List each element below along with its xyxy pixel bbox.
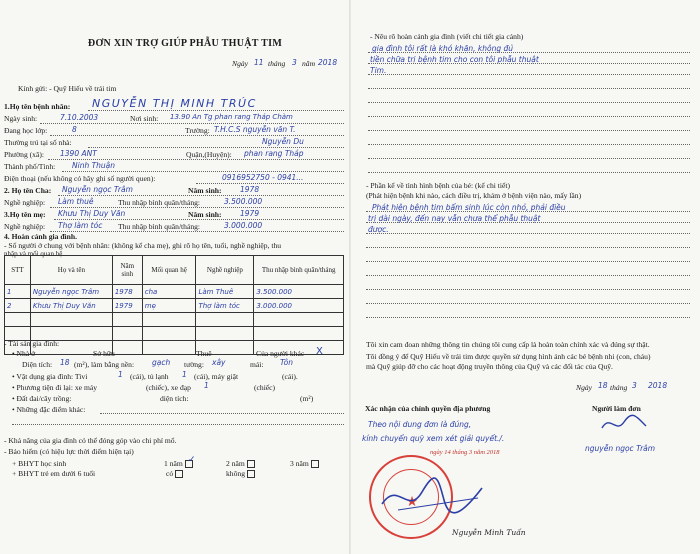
table-cell: mẹ [142, 299, 196, 313]
rented-option: Thuê [196, 349, 212, 358]
recipient: Kính gửi: - Quỹ Hiếu về trái tim [18, 84, 117, 93]
family-heading: 4. Hoàn cảnh gia đình. [4, 232, 78, 241]
table-row [5, 299, 344, 313]
transport-label: • Phương tiện đi lại: xe máy [12, 383, 98, 392]
illness-line3: được. [368, 225, 389, 234]
circumstances-label: - Nêu rõ hoàn cảnh gia đình (viết chi tiết gia cảnh) [370, 32, 524, 41]
ward-label: Phường (xã): [4, 150, 44, 159]
land-label: • Đất đai/cây trồng: [12, 394, 72, 403]
washer-label: (cái), máy giặt [194, 372, 239, 381]
phone: 0916952750 - 0941... [222, 173, 304, 182]
illness-label: - Phần kể về tình hình bệnh của bé: (kể chi tiết) [366, 181, 511, 190]
items-end: (cái). [282, 372, 298, 381]
date-bottom-month-label: tháng [610, 383, 628, 392]
transport-end: (chiếc) [254, 383, 276, 392]
tv-count: 1 [118, 370, 123, 379]
col-header: Mối quan hệ [142, 256, 196, 285]
table-cell: cha [142, 285, 196, 299]
page-fold [349, 0, 351, 554]
table-cell: 1 [5, 285, 31, 299]
school-label: Trường: [185, 126, 210, 135]
confirmation-line1: Theo nội dung đơn là đúng, [368, 420, 472, 429]
authority-confirmation-label: Xác nhận của chính quyền địa phương [365, 404, 491, 413]
contribution-label: - Khả năng của gia đình có thể đóng góp vào chi phí mổ. [4, 436, 177, 445]
insurance-3-years: 3 năm [290, 459, 319, 468]
mother-name: Khưu Thị Duy Văn [58, 209, 126, 218]
table-cell: Làm Thuê [196, 285, 254, 299]
table-cell: Nguyễn ngọc Trâm [30, 285, 112, 299]
mother-label: 3.Họ tên mẹ: [4, 210, 46, 219]
official-name: Nguyễn Minh Tuấn [452, 528, 526, 537]
household-items: • Vật dụng gia đình: Tivi [12, 372, 88, 381]
confirmation-line2: kính chuyển quỹ xem xét giải quyết./. [362, 434, 505, 443]
area-label: Diện tích: [22, 360, 53, 369]
col-header: STT [5, 256, 31, 285]
birthplace: 13.90 An Tg phan rang Tháp Chàm [170, 113, 293, 121]
mother-job-label: Nghề nghiệp: [4, 222, 46, 231]
col-header: Họ và tên [30, 256, 112, 285]
table-cell: Khưu Thị Duy Văn [30, 299, 112, 313]
date-top-month-label: tháng [268, 59, 286, 68]
official-seal: ★ [369, 455, 453, 539]
table-cell: 1979 [112, 299, 142, 313]
grade-label: Đang học lớp: [4, 126, 48, 135]
mother-job: Thợ làm tóc [58, 221, 103, 230]
date-bottom-day: 18 [598, 381, 608, 390]
father-income-label: Thu nhập bình quân/tháng: [118, 198, 201, 207]
table-cell: Thợ làm tóc [196, 299, 254, 313]
student-insurance-label: + BHYT học sinh [12, 459, 67, 468]
date-top-label: Ngày [232, 59, 249, 68]
child-insurance-no: không [226, 469, 255, 478]
circumstances-line1: gia đình tôi rất là khó khăn, không đủ [372, 44, 514, 53]
fridge-label: (cái), tủ lạnh [130, 372, 169, 381]
form-title: ĐƠN XIN TRỢ GIÚP PHẪU THUẬT TIM [87, 38, 283, 49]
official-signature [378, 470, 488, 520]
area: 18 [60, 358, 70, 367]
date-bottom-year: 2018 [648, 381, 668, 390]
mother-income-label: Thu nhập bình quân/tháng: [118, 222, 201, 231]
grade: 8 [72, 125, 77, 134]
assets-heading: - Tài sản gia đình: [4, 339, 60, 348]
wall-label: tường: [184, 360, 204, 369]
city: Ninh Thuận [72, 161, 116, 170]
father-job: Làm thuê [58, 197, 94, 206]
mother-yob-label: Năm sinh: [188, 210, 222, 219]
illness-line1: Phát hiện bệnh tim bẩm sinh lúc còn nhỏ, phải điều [372, 203, 566, 212]
district: Nguyễn Du [262, 137, 304, 146]
circumstances-line3: Tim. [370, 66, 387, 75]
household-line2: nhập và mối quan hệ. [4, 250, 65, 258]
insurance-1-year: 1 năm [164, 459, 193, 468]
child-insurance-yes: có [166, 469, 183, 478]
father-label: 2. Họ tên Cha: [4, 186, 52, 195]
household-line1: - Số người ở chung với bệnh nhân: (không kể cha mẹ), ghi rõ họ tên, tuổi, nghề nghiệp, thu [4, 241, 282, 250]
insurance-heading: - Bảo hiểm (có hiệu lực thời điểm hiện tại) [4, 447, 134, 456]
table-cell: 2 [5, 299, 31, 313]
consent-line2: mà Quỹ giúp đỡ cho các hoạt động truyền thông của Quỹ và các đối tác của Quỹ. [366, 362, 613, 371]
date-top-day: 11 [254, 58, 264, 67]
date-top-year-label: năm [302, 59, 316, 68]
city-label: Thành phố/Tỉnh: [4, 162, 56, 171]
land-area-label: diện tích: [160, 394, 189, 403]
dob-label: Ngày sinh: [4, 114, 38, 123]
applicant-label: Người làm đơn [592, 404, 641, 413]
district-name: phan rang Tháp [244, 149, 304, 158]
wall-material: xây [212, 358, 226, 367]
insurance-check-mark: ✓ [188, 455, 196, 465]
residence-label: Thường trú tại số nhà: [4, 138, 72, 147]
date-top-month: 3 [292, 58, 297, 67]
father-income: 3.500.000 [224, 197, 263, 206]
father-yob-label: Năm sinh: [188, 186, 222, 195]
house-label: • Nhà ở [12, 349, 36, 358]
bicycle-label: (chiếc), xe đạp [146, 383, 191, 392]
date-bottom-label: Ngày [576, 383, 593, 392]
father-job-label: Nghề nghiệp: [4, 198, 46, 207]
mother-yob: 1979 [240, 209, 260, 218]
applicant-signature [600, 412, 650, 436]
dob: 7.10.2003 [60, 113, 99, 122]
date-top-year: 2018 [318, 58, 338, 67]
insurance-2-years: 2 năm [226, 459, 255, 468]
table-row [5, 313, 344, 327]
commitment-text: Tôi xin cam đoan những thông tin chúng tôi cung cấp là hoàn toàn chính xác và đúng sự thật. [366, 340, 650, 349]
school: T.H.C.S nguyễn văn T. [214, 125, 296, 134]
table-row [5, 285, 344, 299]
date-bottom-month: 3 [632, 381, 637, 390]
table-cell: 1978 [112, 285, 142, 299]
confirmation-date: ngày 14 tháng 3 năm 2018 [430, 449, 500, 456]
birthplace-label: Nơi sinh: [130, 114, 159, 123]
patient-name-label: 1.Họ tên bệnh nhân: [4, 102, 71, 111]
area-unit: (m²), làm bằng nền: [74, 360, 135, 369]
owned-option: Sở hữu [93, 349, 115, 358]
father-yob: 1978 [240, 185, 260, 194]
bicycle-count: 1 [204, 381, 209, 390]
circumstances-line2: tiền chữa trị bệnh tim cho con tôi phẫu thuật [370, 55, 539, 64]
illness-line2: trị dài ngày, đến nay vẫn chưa thể phẫu thuật [368, 214, 541, 223]
fridge-count: 1 [182, 370, 187, 379]
col-header: Năm sinh [112, 256, 142, 285]
roof-label: mái: [250, 360, 264, 369]
consent-line1: Tôi đồng ý để Quỹ Hiếu về trái tim được quyền sử dụng hình ảnh các bé bệnh nhi (con, cháu) [366, 352, 651, 361]
applicant-name: nguyễn ngọc Trâm [585, 444, 656, 453]
other-owner-option: Của người khác [256, 349, 305, 358]
table-cell: 3.500.000 [254, 285, 344, 299]
col-header: Thu nhập bình quân/tháng [254, 256, 344, 285]
ward: 1390 ANT [60, 149, 97, 158]
illness-sublabel: (Phát hiện bệnh khi nào, cách điều trị, khám ở bệnh viện nào, mấy lần) [366, 191, 582, 200]
mother-income: 3.000.000 [224, 221, 263, 230]
phone-label: Điện thoại (nếu không có hãy ghi số người quen): [4, 174, 156, 183]
floor-material: gạch [152, 358, 171, 367]
table-cell: 3.000.000 [254, 299, 344, 313]
patient-name: NGUYỄN THỊ MINH TRÚC [92, 97, 257, 110]
land-area-unit: (m²) [300, 394, 314, 403]
other-features-label: • Những đặc điểm khác: [12, 405, 86, 414]
col-header: Nghề nghiệp [196, 256, 254, 285]
other-owner-mark: X [316, 346, 323, 357]
father-name: Nguyễn ngọc Trâm [62, 185, 133, 194]
district-label: Quận,(Huyện): [186, 150, 232, 159]
roof-material: Tôn [280, 358, 293, 367]
child-insurance-label: + BHYT trẻ em dưới 6 tuổi [12, 469, 96, 478]
